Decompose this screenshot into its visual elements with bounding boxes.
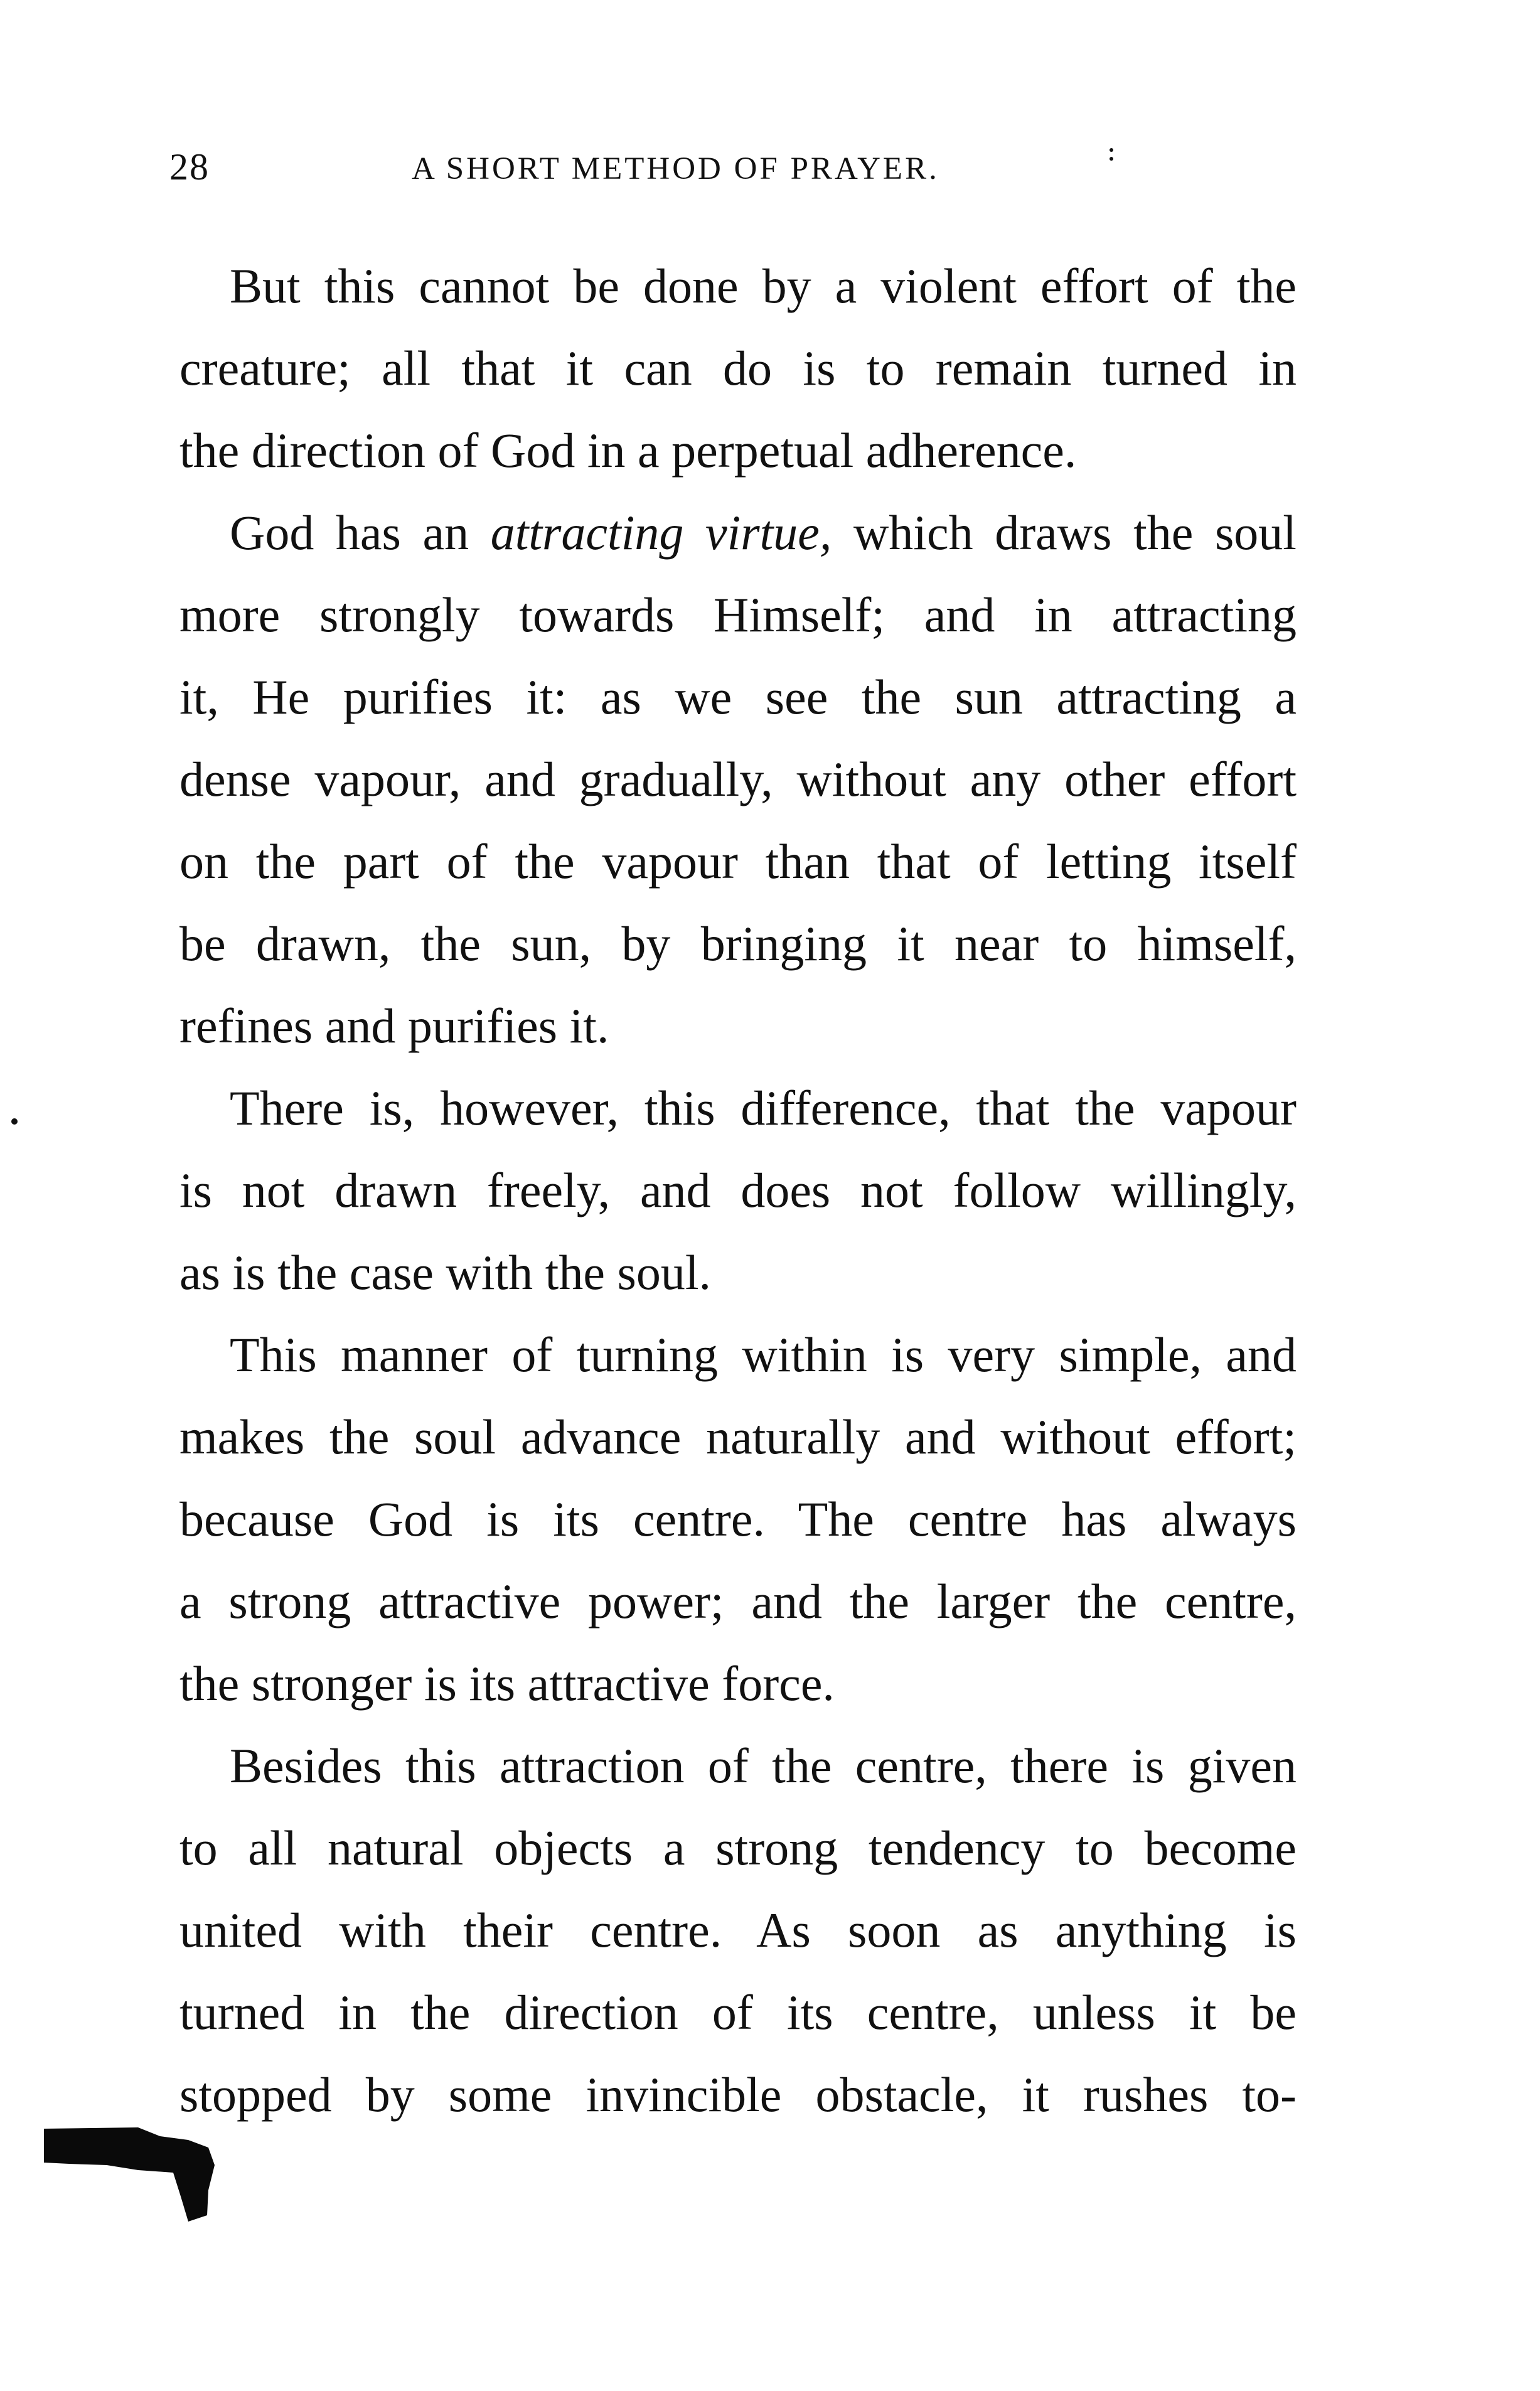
text-line: refines and purifies it. [179,998,609,1053]
italic-phrase: attracting virtue, [490,505,832,560]
text-line: on the part of the vapour than that of letting itself [179,834,1297,889]
text-line: the direction of God in a perpetual adherence. [179,423,1077,478]
paragraph-4 [179,1313,1297,1725]
text-line: a strong attractive power; and the larger the centre, [179,1574,1297,1629]
text-line: makes the soul advance naturally and without effort; [179,1409,1297,1464]
paragraph-5 [179,1725,1297,2136]
paragraph-3 [179,1067,1297,1313]
text-line [179,491,1297,574]
running-title: A SHORT METHOD OF PRAYER. [412,151,939,186]
text-line: it, He purifies it: as we see the sun attracting a [179,670,1297,724]
text-fragment: which draws the soul [831,505,1297,560]
paragraph-1 [179,245,1297,491]
scan-speck [1110,157,1113,161]
text-line: to all natural objects a strong tendency to become [179,1821,1297,1875]
text-line: Besides this attraction of the centre, there is given [230,1738,1297,1793]
text-line: But this cannot be done by a violent effort of the [230,259,1297,313]
text-line: be drawn, the sun, by bringing it near to himself, [179,916,1297,971]
text-line: the stronger is its attractive force. [179,1656,835,1711]
paragraph-2 [179,491,1297,1067]
running-head [169,146,1299,196]
text-line: There is, however, this difference, that the vapour [230,1081,1297,1135]
text-line: more strongly towards Himself; and in attracting [179,587,1297,642]
scan-speck [11,1118,18,1125]
page-number: 28 [169,146,210,188]
text-line: dense vapour, and gradually, without any other effort [179,752,1297,806]
body-text [179,245,1297,2136]
scan-speck [1110,148,1113,152]
text-line: because God is its centre. The centre has always [179,1492,1297,1546]
text-line: united with their centre. As soon as anything is [179,1903,1297,1957]
text-line: turned in the direction of its centre, unless it be [179,1985,1297,2040]
text-line: as is the case with the soul. [179,1245,711,1300]
text-line: This manner of turning within is very simple, and [230,1327,1297,1382]
text-line: is not drawn freely, and does not follow willingly, [179,1163,1297,1217]
ink-blot [44,2121,226,2228]
text-line: stopped by some invincible obstacle, it rushes to- [179,2067,1297,2122]
text-fragment: God has an [230,505,491,560]
text-line: creature; all that it can do is to remain turned in [179,341,1297,395]
